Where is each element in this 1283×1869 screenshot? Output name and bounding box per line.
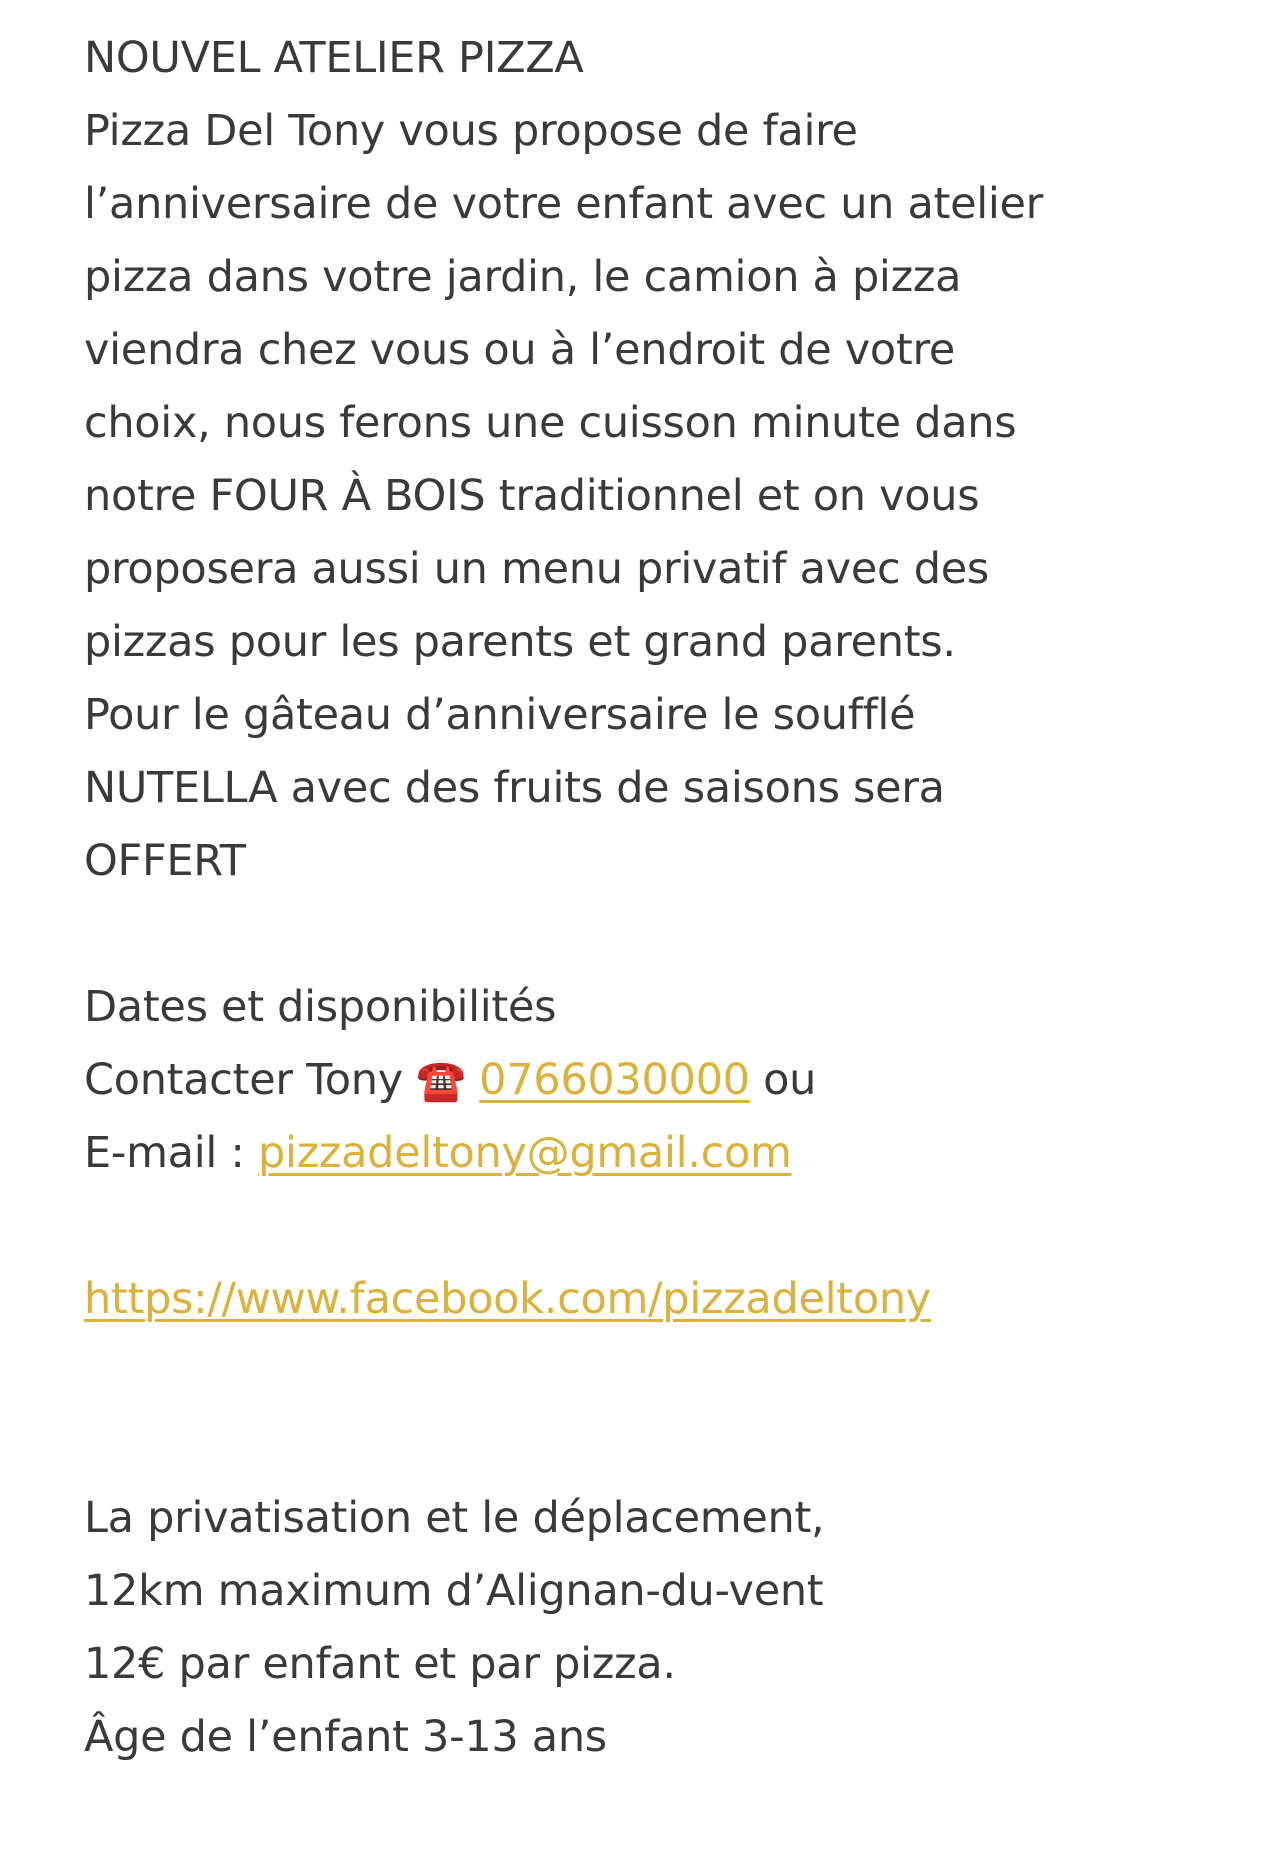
description-line: pizza dans votre jardin, le camion à pizza xyxy=(84,252,962,302)
telephone-icon: ☎️ xyxy=(416,1058,466,1104)
note-body[interactable] xyxy=(84,22,1204,1774)
blank-line xyxy=(84,898,1204,971)
pricing-line: La privatisation et le déplacement, xyxy=(84,1493,825,1543)
email-link[interactable]: pizzadeltony@gmail.com xyxy=(257,1128,792,1178)
blank-line xyxy=(84,1190,1204,1263)
phone-link[interactable]: 0766030000 xyxy=(479,1055,750,1105)
dates-heading: Dates et disponibilités xyxy=(84,982,557,1032)
description-line: OFFERT xyxy=(84,836,246,886)
description-line: Pour le gâteau d’anniversaire le soufflé xyxy=(84,690,916,740)
description-line: viendra chez vous ou à l’endroit de votre xyxy=(84,325,956,375)
description-line: notre FOUR À BOIS traditionnel et on vous xyxy=(84,471,980,521)
facebook-link[interactable]: https://www.facebook.com/pizzadeltony xyxy=(84,1274,931,1324)
email-label: E-mail : xyxy=(84,1128,245,1178)
description-line: proposera aussi un menu privatif avec des xyxy=(84,544,989,594)
description-line: Pizza Del Tony vous propose de faire xyxy=(84,106,858,156)
pricing-line: Âge de l’enfant 3-13 ans xyxy=(84,1712,607,1762)
facebook-line xyxy=(84,1263,1204,1336)
pricing-line: 12km maximum d’Alignan-du-vent xyxy=(84,1566,824,1616)
description-line: l’anniversaire de votre enfant avec un atelier xyxy=(84,179,1044,229)
contact-prefix: Contacter Tony xyxy=(84,1055,403,1105)
note-title: NOUVEL ATELIER PIZZA xyxy=(84,33,584,83)
contact-suffix: ou xyxy=(763,1055,817,1105)
description-line: choix, nous ferons une cuisson minute dans xyxy=(84,398,1017,448)
email-line xyxy=(84,1117,1204,1190)
blank-line xyxy=(84,1336,1204,1409)
description-line: pizzas pour les parents et grand parents. xyxy=(84,617,956,667)
blank-line xyxy=(84,1409,1204,1482)
contact-line xyxy=(84,1044,1204,1117)
description-line: NUTELLA avec des fruits de saisons sera xyxy=(84,763,945,813)
pricing-line: 12€ par enfant et par pizza. xyxy=(84,1639,676,1689)
